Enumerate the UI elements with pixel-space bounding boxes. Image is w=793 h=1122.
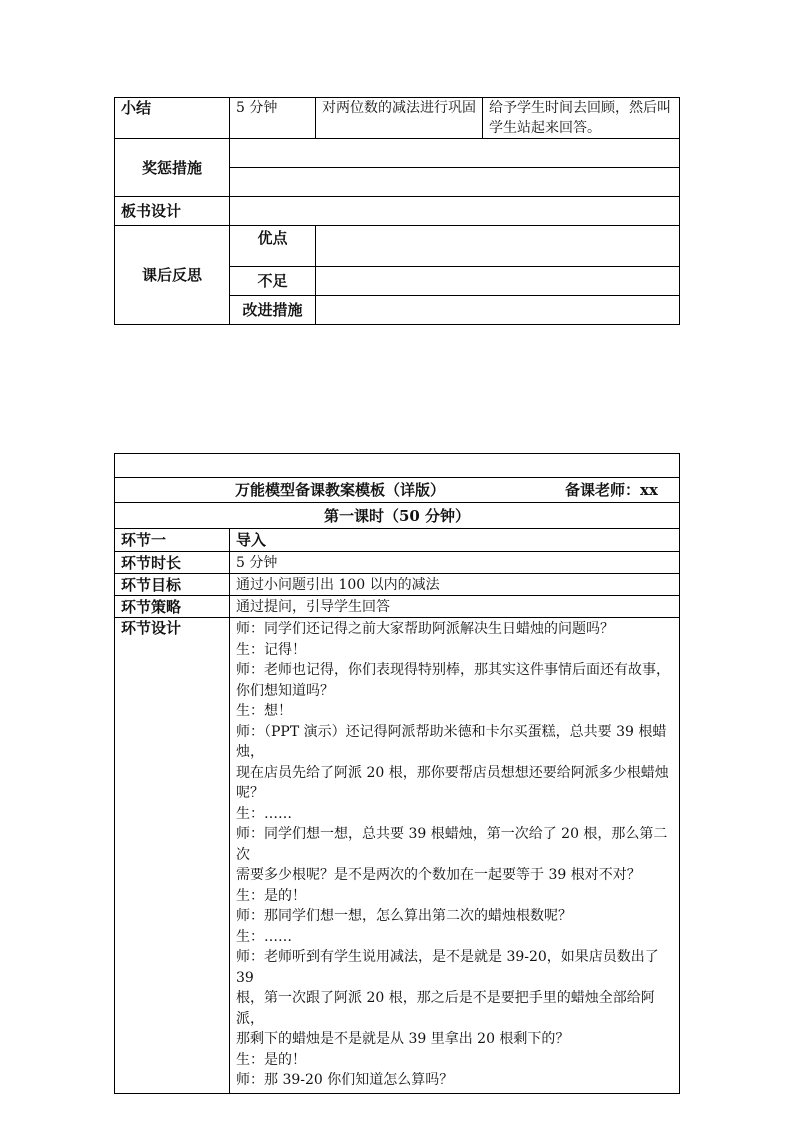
design-line: 师：老师也记得，你们表现得特别棒，那其实这件事情后面还有故事， — [236, 662, 670, 678]
summary-content: 对两位数的减法进行巩固 — [316, 98, 483, 139]
design-line: 生：是的！ — [236, 887, 306, 904]
blank-header-row — [115, 454, 680, 478]
improve-cell — [316, 296, 680, 325]
design-line: 生：…… — [236, 805, 292, 822]
teacher-label: 备课老师：xx — [565, 481, 658, 499]
design-line: 呢？ — [236, 785, 264, 801]
goal-value: 通过小问题引出 100 以内的减法 — [230, 574, 680, 596]
template-header-row — [115, 478, 680, 503]
design-line: 师：那 39-20 你们知道怎么算吗？ — [236, 1072, 454, 1088]
reward-label: 奖惩措施 — [115, 139, 230, 197]
design-line: 生：记得！ — [236, 641, 306, 658]
pros-label: 优点 — [230, 226, 316, 267]
summary-method: 给予学生时间去回顾，然后叫学生站起来回答。 — [483, 98, 680, 139]
design-content — [230, 618, 680, 1094]
goal-label: 环节目标 — [115, 574, 230, 596]
design-line: 师：那同学们想一想，怎么算出第二次的蜡烛根数呢？ — [236, 908, 572, 924]
lesson-plan-table — [114, 453, 680, 1094]
design-line: 生：想！ — [236, 703, 292, 719]
stage-label: 环节一 — [115, 529, 230, 552]
duration-value: 5 分钟 — [230, 552, 680, 574]
design-line: 师：同学们想一想，总共要 39 根蜡烛，第一次给了 20 根，那么第二次 — [236, 826, 668, 863]
design-label: 环节设计 — [115, 618, 230, 1094]
summary-label: 小结 — [115, 98, 230, 139]
summary-time: 5 分钟 — [230, 98, 316, 139]
reward-cell-1 — [230, 139, 680, 168]
improve-label: 改进措施 — [230, 296, 316, 325]
template-title: 万能模型备课教案模板（详版） — [235, 481, 446, 499]
pros-cell — [316, 226, 680, 267]
duration-label: 环节时长 — [115, 552, 230, 574]
reflection-label: 课后反思 — [115, 226, 230, 325]
strategy-value: 通过提问，引导学生回答 — [230, 596, 680, 618]
design-line: 需要多少根呢？是不是两次的个数加在一起要等于 39 根对不对？ — [236, 867, 641, 883]
design-line: 生：是的！ — [236, 1051, 306, 1068]
design-line: 你们想知道吗？ — [236, 682, 334, 699]
lesson-summary-table — [114, 97, 680, 325]
reward-cell-2 — [230, 168, 680, 197]
design-line: 师：同学们还记得之前大家帮助阿派解决生日蜡烛的问题吗？ — [236, 621, 614, 637]
design-line: 生：…… — [236, 928, 292, 945]
design-line: 那剩下的蜡烛是不是就是从 39 里拿出 20 根剩下的？ — [236, 1031, 570, 1047]
strategy-label: 环节策略 — [115, 596, 230, 618]
cons-cell — [316, 267, 680, 296]
stage-value: 导入 — [230, 529, 680, 552]
board-label: 板书设计 — [115, 197, 230, 226]
lesson-title: 第一课时（50 分钟） — [115, 503, 680, 529]
design-line: 师：（PPT 演示）还记得阿派帮助米德和卡尔买蛋糕，总共要 39 根蜡烛， — [236, 723, 667, 760]
design-line: 根，第一次跟了阿派 20 根，那之后是不是要把手里的蜡烛全部给阿派， — [236, 990, 655, 1027]
design-line: 现在店员先给了阿派 20 根，那你要帮店员想想还要给阿派多少根蜡烛 — [236, 764, 669, 781]
design-line: 师：老师听到有学生说用减法，是不是就是 39-20，如果店员数出了 39 — [236, 949, 659, 986]
cons-label: 不足 — [230, 267, 316, 296]
board-cell — [230, 197, 680, 226]
